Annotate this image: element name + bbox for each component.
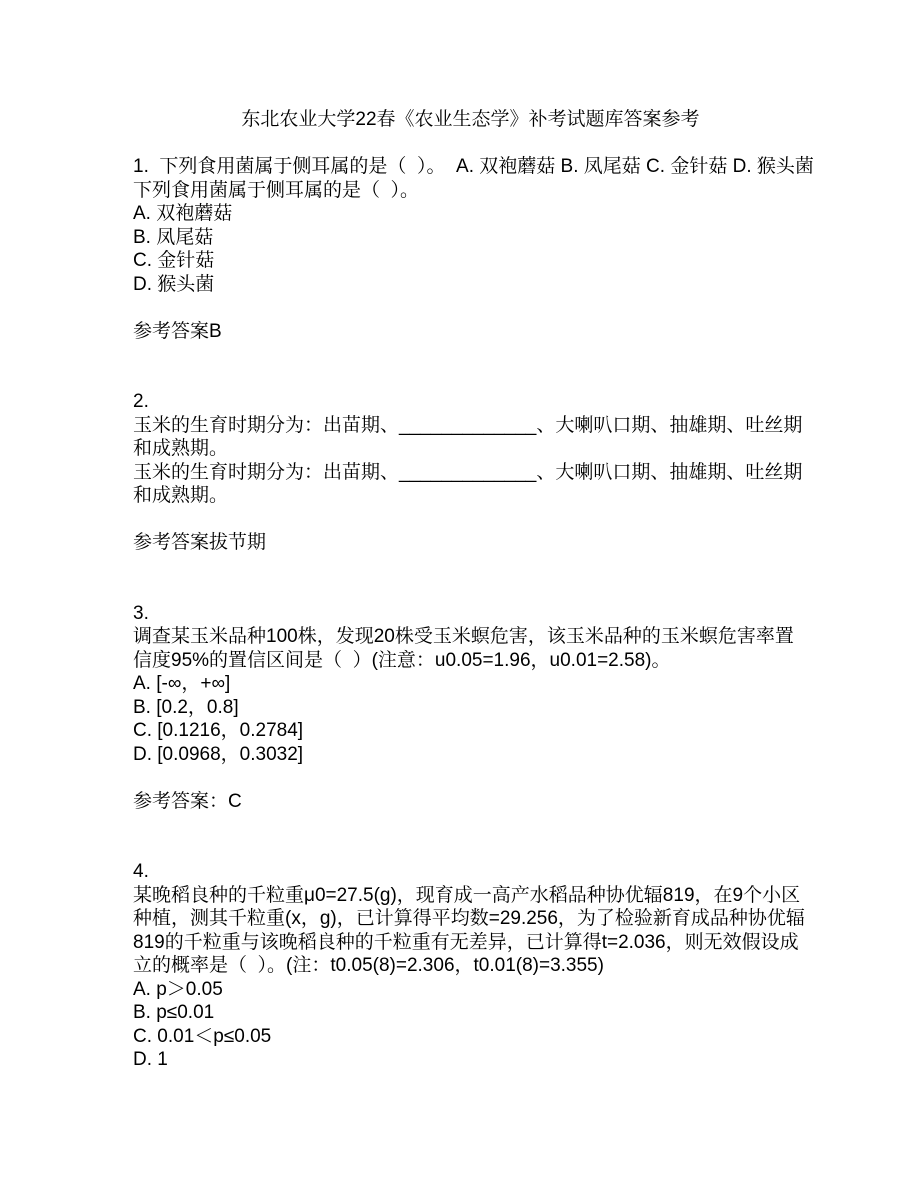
option-line: D. 猴头菌 — [133, 273, 215, 295]
option-line: A. 双袍蘑菇 — [133, 203, 233, 224]
question-block-3 — [133, 602, 808, 814]
question-number: 4. — [133, 861, 149, 882]
option-line: C. 0.01＜p≤0.05 — [133, 1025, 272, 1047]
question-number: 2. — [133, 391, 149, 412]
question-stem-line: 玉米的生育时期分为：出苗期、_____________、大喇叭口期、抽雄期、吐丝期和成熟期。 — [133, 461, 803, 506]
answer-line: 参考答案拔节期 — [133, 532, 267, 553]
question-block-2 — [133, 390, 808, 555]
question-stem-line: 某晚稻良种的千粒重μ0=27.5(g)，现育成一高产水稻品种协优辐819，在9个小区种植，测其千粒重(x，g)，已计算得平均数=29.256，为了检验新育成品种协优辐819的千粒重与该晚稻良种的千粒重有无差异，已计算得t=2.036，则无效假设成立的概率是（ ）。(注：t0.05(8)=2.306，t0.01(8)=3.355) — [133, 884, 805, 976]
question-stem-line: 玉米的生育时期分为：出苗期、_____________、大喇叭口期、抽雄期、吐丝期和成熟期。 — [133, 414, 803, 459]
option-line: C. [0.1216，0.2784] — [133, 720, 304, 741]
option-line: D. [0.0968，0.3032] — [133, 743, 304, 765]
answer-line: 参考答案：C — [133, 790, 242, 812]
question-number: 3. — [133, 602, 149, 624]
question-stem-line: 调查某玉米品种100株，发现20株受玉米螟危害，该玉米品种的玉米螟危害率置信度95%的置信区间是（ ）(注意：u0.05=1.96，u0.01=2.58)。 — [133, 626, 794, 671]
document-title: 东北农业大学22春《农业生态学》补考试题库答案参考 — [241, 109, 700, 130]
option-line: B. 凤尾菇 — [133, 226, 214, 248]
option-line: D. 1 — [133, 1049, 168, 1070]
option-line: B. p≤0.01 — [133, 1002, 215, 1023]
question-block-1 — [133, 155, 814, 343]
question-stem-line: 下列食用菌属于侧耳属的是（ ）。 — [133, 179, 420, 201]
option-line: C. 金针菇 — [133, 250, 215, 271]
option-line: B. [0.2，0.8] — [133, 696, 239, 718]
question-stem-line: 1. 下列食用菌属于侧耳属的是（ ）。 A. 双袍蘑菇 B. 凤尾菇 C. 金针菇 D. 猴头菌 — [133, 156, 814, 177]
answer-line: 参考答案B — [133, 320, 222, 342]
option-line: A. p＞0.05 — [133, 978, 223, 1000]
option-line: A. [-∞，+∞] — [133, 673, 231, 694]
question-block-4 — [133, 860, 808, 1072]
